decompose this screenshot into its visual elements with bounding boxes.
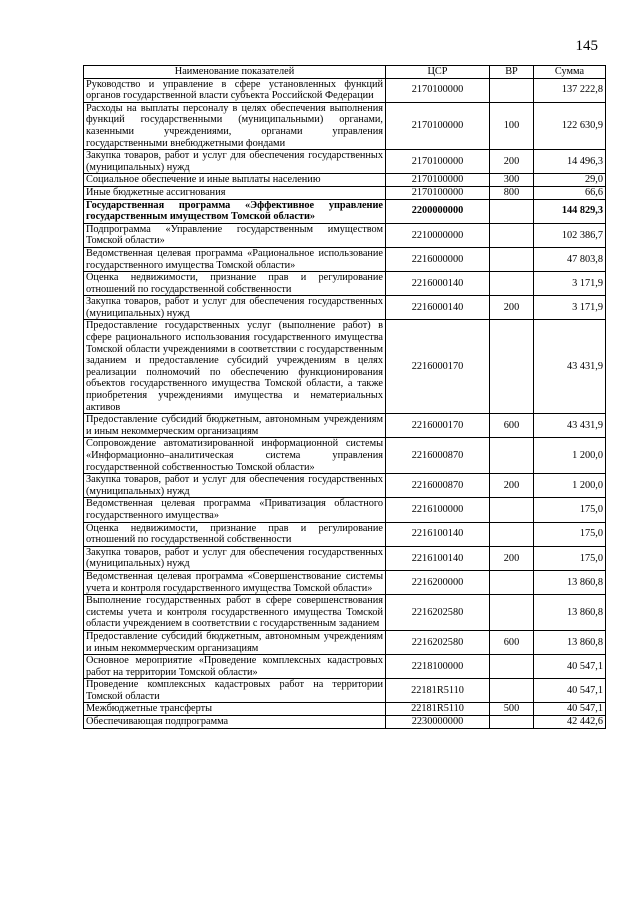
row-sum: 1 200,0 [534, 474, 606, 498]
table-row [84, 716, 606, 729]
row-name: Закупка товаров, работ и услуг для обеспечения государственных (муниципальных) нужд [84, 474, 386, 498]
row-csr: 2216200000 [386, 570, 490, 594]
row-csr: 2170100000 [386, 150, 490, 174]
table-row [84, 438, 606, 474]
table-row [84, 320, 606, 414]
row-name: Расходы на выплаты персоналу в целях обеспечения выполнения функций государственными (муниципальными) органами, казенными учреждениями, органами управления государственными внебюджетными фондами [84, 102, 386, 149]
row-sum: 122 630,9 [534, 102, 606, 149]
row-vr [490, 655, 534, 679]
row-vr: 600 [490, 630, 534, 654]
table-row [84, 498, 606, 522]
table-row [84, 595, 606, 631]
table-row [84, 679, 606, 703]
table-row [84, 630, 606, 654]
row-name: Закупка товаров, работ и услуг для обеспечения государственных (муниципальных) нужд [84, 150, 386, 174]
row-csr: 2216000000 [386, 247, 490, 271]
row-vr: 200 [490, 150, 534, 174]
row-csr: 2170100000 [386, 78, 490, 102]
row-sum: 66,6 [534, 186, 606, 199]
row-name: Ведомственная целевая программа «Совершенствование системы учета и контроля государственного имущества Томской области» [84, 570, 386, 594]
row-csr: 2216202580 [386, 595, 490, 631]
row-vr [490, 320, 534, 414]
row-sum: 102 386,7 [534, 223, 606, 247]
row-vr [490, 679, 534, 703]
table-body [84, 78, 606, 728]
table-row [84, 150, 606, 174]
row-vr: 300 [490, 174, 534, 187]
table-row [84, 414, 606, 438]
row-name: Проведение комплексных кадастровых работ на территории Томской области [84, 679, 386, 703]
row-sum: 13 860,8 [534, 630, 606, 654]
row-csr: 2210000000 [386, 223, 490, 247]
row-name: Закупка товаров, работ и услуг для обеспечения государственных (муниципальных) нужд [84, 546, 386, 570]
table-row [84, 102, 606, 149]
row-name: Сопровождение автоматизированной информационной системы «Информационно–аналитическая система управления государственной собственностью Томской области» [84, 438, 386, 474]
row-name: Предоставление субсидий бюджетным, автономным учреждениям и иным некоммерческим организациям [84, 414, 386, 438]
row-vr: 100 [490, 102, 534, 149]
header-sum: Сумма [534, 66, 606, 79]
row-vr [490, 522, 534, 546]
row-name: Предоставление субсидий бюджетным, автономным учреждениям и иным некоммерческим организациям [84, 630, 386, 654]
row-sum: 42 442,6 [534, 716, 606, 729]
row-name: Обеспечивающая подпрограмма [84, 716, 386, 729]
table-row [84, 296, 606, 320]
row-sum: 40 547,1 [534, 679, 606, 703]
row-vr [490, 438, 534, 474]
row-name: Межбюджетные трансферты [84, 703, 386, 716]
page-number: 145 [575, 38, 598, 54]
row-name: Ведомственная целевая программа «Рациональное использование государственного имущества Томской области» [84, 247, 386, 271]
row-csr: 2218100000 [386, 655, 490, 679]
row-vr [490, 199, 534, 223]
table-row [84, 272, 606, 296]
row-csr: 22181R5110 [386, 703, 490, 716]
row-name: Ведомственная целевая программа «Приватизация областного государственного имущества» [84, 498, 386, 522]
row-vr [490, 595, 534, 631]
row-csr: 2216000170 [386, 320, 490, 414]
row-vr [490, 570, 534, 594]
row-vr [490, 78, 534, 102]
row-csr: 2230000000 [386, 716, 490, 729]
row-sum: 13 860,8 [534, 570, 606, 594]
row-csr: 2216100140 [386, 522, 490, 546]
row-name: Социальное обеспечение и иные выплаты населению [84, 174, 386, 187]
table-row [84, 522, 606, 546]
row-name: Иные бюджетные ассигнования [84, 186, 386, 199]
row-csr: 2200000000 [386, 199, 490, 223]
table-row [84, 223, 606, 247]
row-vr: 200 [490, 546, 534, 570]
row-sum: 43 431,9 [534, 320, 606, 414]
row-csr: 2170100000 [386, 102, 490, 149]
row-name: Оценка недвижимости, признание прав и регулирование отношений по государственной собственности [84, 272, 386, 296]
table-row [84, 570, 606, 594]
table-row [84, 546, 606, 570]
table-row [84, 186, 606, 199]
row-sum: 175,0 [534, 498, 606, 522]
row-vr [490, 272, 534, 296]
row-name: Основное мероприятие «Проведение комплексных кадастровых работ на территории Томской области» [84, 655, 386, 679]
row-sum: 3 171,9 [534, 272, 606, 296]
row-sum: 3 171,9 [534, 296, 606, 320]
table-row [84, 247, 606, 271]
table-row [84, 78, 606, 102]
row-csr: 2170100000 [386, 174, 490, 187]
row-sum: 13 860,8 [534, 595, 606, 631]
row-csr: 2170100000 [386, 186, 490, 199]
row-name: Оценка недвижимости, признание прав и регулирование отношений по государственной собственности [84, 522, 386, 546]
row-name: Руководство и управление в сфере установленных функций органов государственной власти субъекта Российской Федерации [84, 78, 386, 102]
row-csr: 22181R5110 [386, 679, 490, 703]
row-sum: 40 547,1 [534, 655, 606, 679]
row-sum: 14 496,3 [534, 150, 606, 174]
row-csr: 2216000140 [386, 296, 490, 320]
row-sum: 1 200,0 [534, 438, 606, 474]
row-vr [490, 498, 534, 522]
table-row [84, 474, 606, 498]
table-row [84, 655, 606, 679]
row-sum: 175,0 [534, 546, 606, 570]
table-header-row [84, 66, 606, 79]
row-name: Подпрограмма «Управление государственным имуществом Томской области» [84, 223, 386, 247]
row-vr: 200 [490, 474, 534, 498]
header-csr: ЦСР [386, 66, 490, 79]
row-csr: 2216000140 [386, 272, 490, 296]
budget-table [83, 65, 606, 729]
table-row [84, 174, 606, 187]
row-name: Выполнение государственных работ в сфере совершенствования системы учета и контроля государственного имущества Томской области учреждением в соответствии с государственным заданием [84, 595, 386, 631]
row-sum: 175,0 [534, 522, 606, 546]
row-csr: 2216000870 [386, 438, 490, 474]
row-vr [490, 716, 534, 729]
table-row [84, 703, 606, 716]
row-csr: 2216202580 [386, 630, 490, 654]
row-csr: 2216100140 [386, 546, 490, 570]
row-vr: 800 [490, 186, 534, 199]
row-vr [490, 247, 534, 271]
row-sum: 40 547,1 [534, 703, 606, 716]
header-vr: ВР [490, 66, 534, 79]
header-name: Наименование показателей [84, 66, 386, 79]
row-name: Закупка товаров, работ и услуг для обеспечения государственных (муниципальных) нужд [84, 296, 386, 320]
row-csr: 2216100000 [386, 498, 490, 522]
row-name: Государственная программа «Эффективное управление государственным имуществом Томской области» [84, 199, 386, 223]
row-vr: 200 [490, 296, 534, 320]
row-sum: 144 829,3 [534, 199, 606, 223]
row-vr: 500 [490, 703, 534, 716]
row-name: Предоставление государственных услуг (выполнение работ) в сфере рационального использования государственного имущества Томской области учреждениями в соответствии с государственным заданием и предоставление субсидий учреждениям в целях реализации полномочий по обеспечению функционирования объектов государственного имущества Томской области, а также приобретения учреждениями имущества и нематериальных активов [84, 320, 386, 414]
row-csr: 2216000170 [386, 414, 490, 438]
row-sum: 29,0 [534, 174, 606, 187]
row-csr: 2216000870 [386, 474, 490, 498]
row-sum: 43 431,9 [534, 414, 606, 438]
row-sum: 47 803,8 [534, 247, 606, 271]
row-sum: 137 222,8 [534, 78, 606, 102]
table-row [84, 199, 606, 223]
row-vr [490, 223, 534, 247]
row-vr: 600 [490, 414, 534, 438]
